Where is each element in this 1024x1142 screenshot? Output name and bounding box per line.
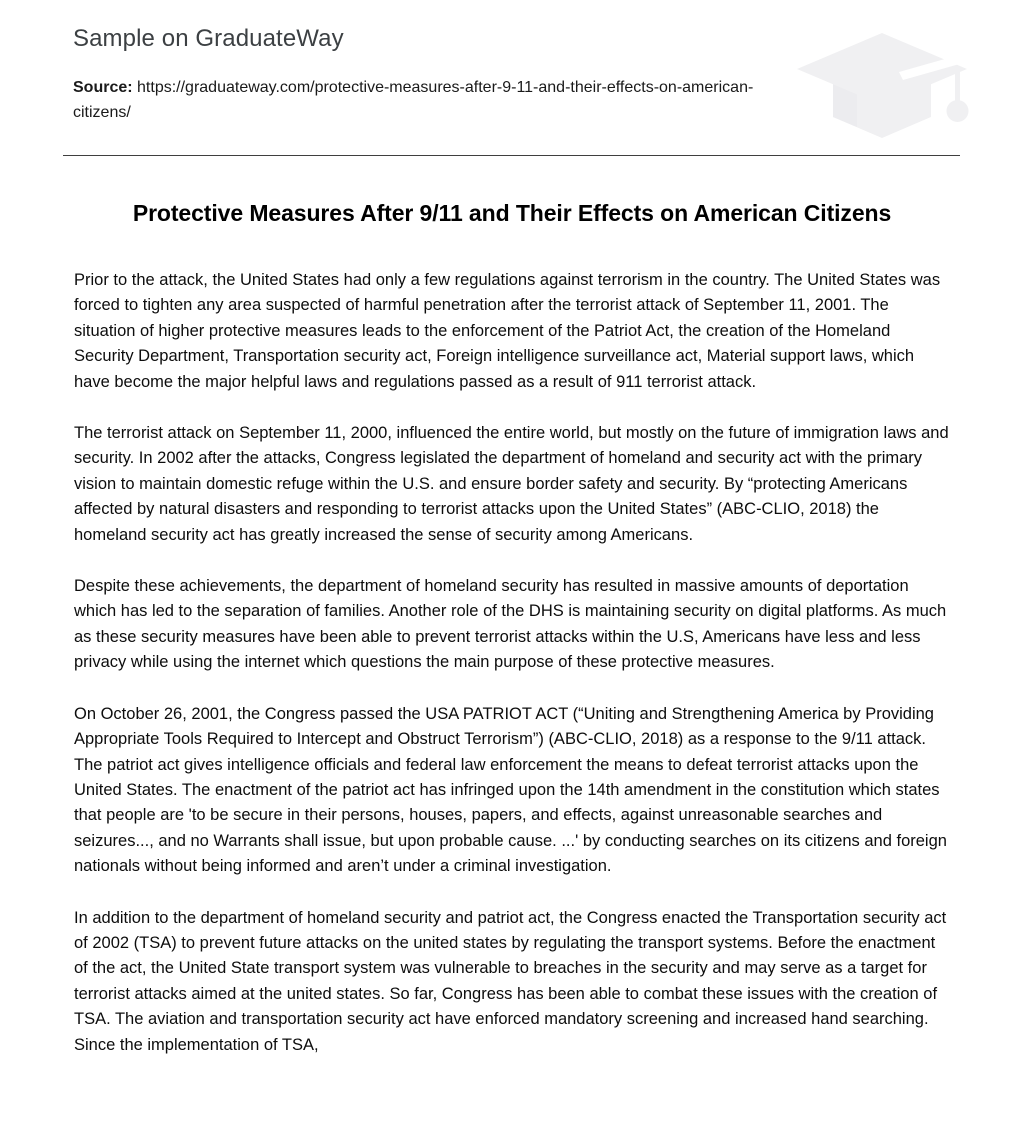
paragraph: In addition to the department of homeland security and patriot act, the Congress enacted the Transportation security act of 2002 (TSA) to prevent future attacks on the united states by regulating the transport systems. Before the enactment of the act, the United State transport system was vulnerable to breaches in the security and may serve as a target for terrorist attacks aimed at the united states. So far, Congress has been able to combat these issues with the creation of TSA. The aviation and transportation security act have enforced mandatory screening and increased hand searching. Since the implementation of TSA, (74, 908, 947, 1054)
paragraph: The terrorist attack on September 11, 2000, influenced the entire world, but mostly on the future of immigration laws and security. In 2002 after the attacks, Congress legislated the department of homeland and security act with the primary vision to maintain domestic refuge within the U.S. and ensure border safety and security. By “protecting Americans affected by natural disasters and responding to terrorist attacks upon the United States” (ABC-CLIO, 2018) the homeland security act has greatly increased the sense of security among Americans. (74, 424, 949, 544)
source-line (73, 75, 773, 125)
source-label: Source: (73, 79, 133, 96)
paragraph: Despite these achievements, the department of homeland security has resulted in massive amounts of deportation which has led to the separation of families. Another role of the DHS is maintaining security on digital platforms. As much as these security measures have been able to prevent terrorist attacks within the U.S, Americans have less and less privacy while using the internet which questions the main purpose of these protective measures. (74, 577, 947, 672)
article-body (74, 198, 950, 1058)
paragraph: Prior to the attack, the United States had only a few regulations against terrorism in the country. The United States was forced to tighten any area suspected of harmful penetration after the terrorist attack of September 11, 2001. The situation of higher protective measures leads to the enforcement of the Patriot Act, the creation of the Homeland Security Department, Transportation security act, Foreign intelligence surveillance act, Material support laws, which have become the major helpful laws and regulations passed as a result of 911 terrorist attack. (74, 271, 941, 391)
graduation-cap-icon (795, 25, 970, 140)
header-divider (63, 155, 960, 156)
document-header (0, 0, 1024, 160)
brand-title: Sample on GraduateWay (73, 25, 344, 52)
source-url: https://graduateway.com/protective-measures-after-9-11-and-their-effects-on-american-citizens/ (73, 79, 754, 121)
paragraph: On October 26, 2001, the Congress passed the USA PATRIOT ACT (“Uniting and Strengthening America by Providing Appropriate Tools Required to Intercept and Obstruct Terrorism”) (ABC-CLIO, 2018) as a response to the 9/11 attack. The patriot act gives intelligence officials and federal law enforcement the means to defeat terrorist attacks upon the United States. The enactment of the patriot act has infringed upon the 14th amendment in the constitution which states that people are 'to be secure in their persons, houses, papers, and effects, against unreasonable searches and seizures..., and no Warrants shall issue, but upon probable cause. ...' by conducting searches on its citizens and foreign nationals without being informed and aren’t under a criminal investigation. (74, 704, 947, 876)
page-title: Protective Measures After 9/11 and Their Effects on American Citizens (132, 200, 892, 226)
